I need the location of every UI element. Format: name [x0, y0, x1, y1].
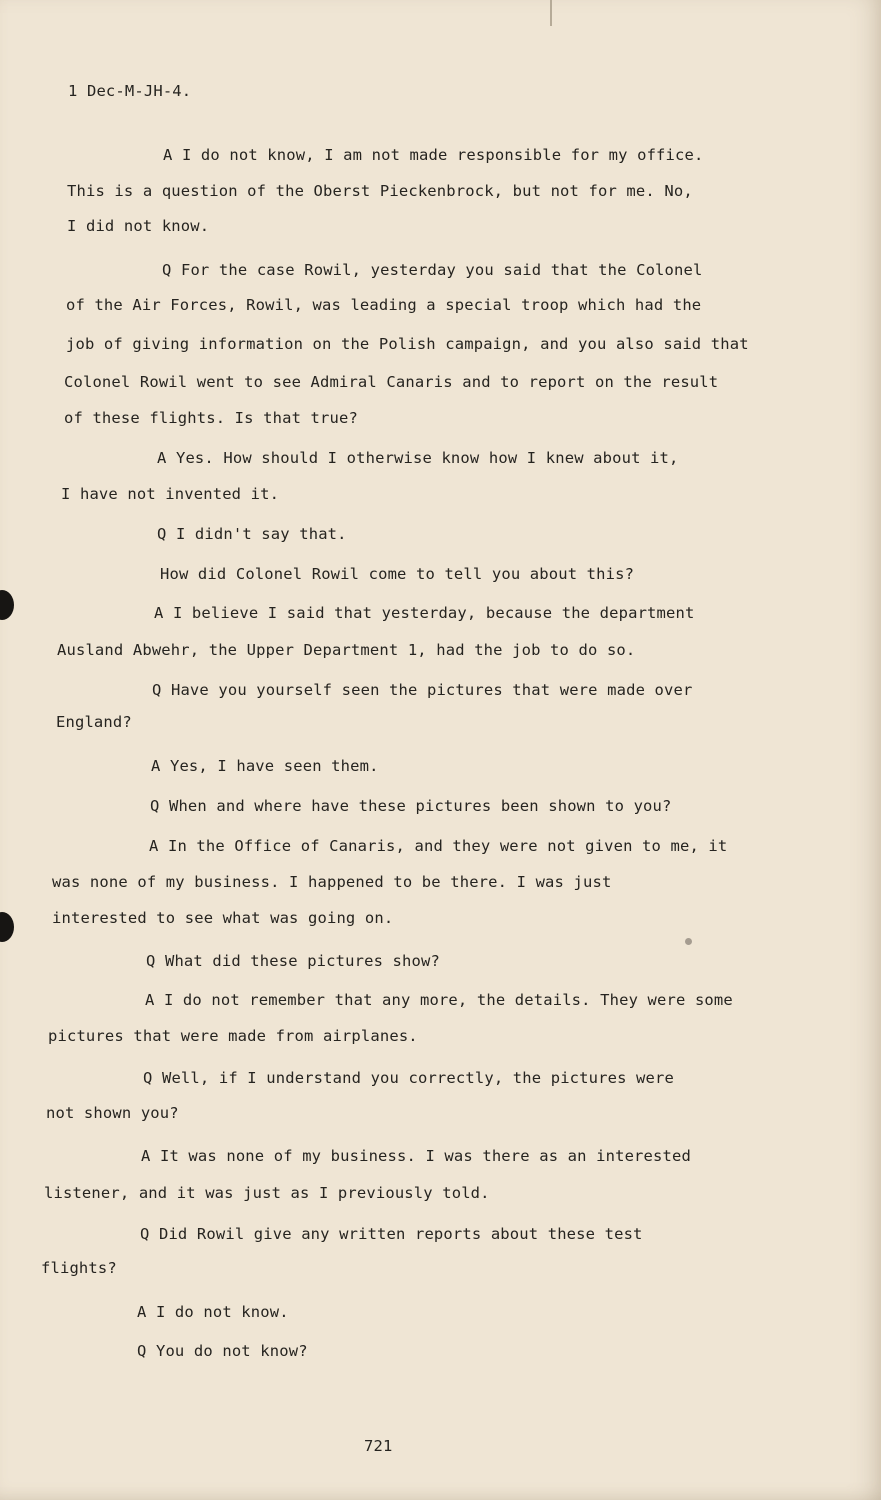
paper-crease: [550, 0, 552, 26]
transcript-line: England?: [56, 713, 132, 731]
transcript-line: Ausland Abwehr, the Upper Department 1, had the job to do so.: [57, 641, 636, 659]
transcript-line: job of giving information on the Polish campaign, and you also said that: [66, 335, 749, 353]
transcript-line: Q I didn't say that.: [157, 525, 347, 543]
transcript-line: Q You do not know?: [137, 1342, 308, 1360]
transcript-line: A In the Office of Canaris, and they were not given to me, it: [149, 837, 728, 855]
header-code: 1 Dec-M-JH-4.: [68, 82, 192, 100]
paper-spot: [685, 938, 692, 945]
transcript-line: A I do not know, I am not made responsible for my office.: [163, 146, 704, 164]
transcript-line: Q Well, if I understand you correctly, the pictures were: [143, 1069, 674, 1087]
transcript-line: A I believe I said that yesterday, because the department: [154, 604, 695, 622]
transcript-line: A I do not remember that any more, the details. They were some: [145, 991, 733, 1009]
page-number: 721: [364, 1437, 393, 1455]
transcript-line: was none of my business. I happened to be there. I was just: [52, 873, 612, 891]
transcript-line: flights?: [41, 1259, 117, 1277]
transcript-line: of the Air Forces, Rowil, was leading a special troop which had the: [66, 296, 702, 314]
punch-hole-top: [0, 590, 14, 620]
transcript-line: Q For the case Rowil, yesterday you said that the Colonel: [162, 261, 703, 279]
transcript-line: A I do not know.: [137, 1303, 289, 1321]
transcript-line: Colonel Rowil went to see Admiral Canaris and to report on the result: [64, 373, 719, 391]
transcript-line: A Yes. How should I otherwise know how I knew about it,: [157, 449, 679, 467]
transcript-line: Q Did Rowil give any written reports about these test: [140, 1225, 643, 1243]
transcript-line: of these flights. Is that true?: [64, 409, 358, 427]
transcript-line: A Yes, I have seen them.: [151, 757, 379, 775]
transcript-line: interested to see what was going on.: [52, 909, 394, 927]
transcript-line: listener, and it was just as I previously told.: [44, 1184, 490, 1202]
transcript-line: Q What did these pictures show?: [146, 952, 440, 970]
punch-hole-bottom: [0, 912, 14, 942]
transcript-line: I did not know.: [67, 217, 210, 235]
transcript-line: This is a question of the Oberst Pieckenbrock, but not for me. No,: [67, 182, 693, 200]
transcript-line: I have not invented it.: [61, 485, 280, 503]
transcript-line: Q Have you yourself seen the pictures that were made over: [152, 681, 693, 699]
transcript-line: not shown you?: [46, 1104, 179, 1122]
transcript-line: How did Colonel Rowil come to tell you about this?: [160, 565, 635, 583]
transcript-line: pictures that were made from airplanes.: [48, 1027, 418, 1045]
transcript-line: A It was none of my business. I was there as an interested: [141, 1147, 691, 1165]
transcript-line: Q When and where have these pictures been shown to you?: [150, 797, 672, 815]
